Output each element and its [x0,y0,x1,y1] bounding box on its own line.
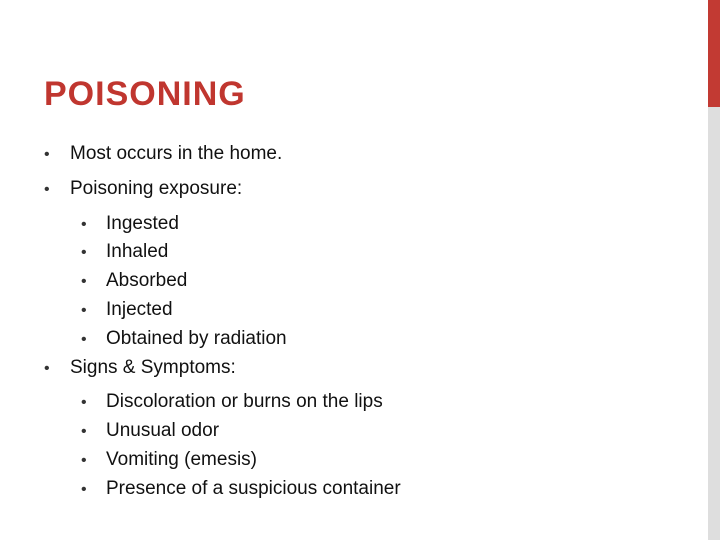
bullet-item [44,178,242,200]
bullet-icon: • [81,423,87,440]
sub-bullet-item [81,270,187,292]
sub-bullet-item [81,299,173,321]
bullet-icon: • [81,331,87,348]
sub-bullet-item [81,328,287,350]
bullet-icon: • [81,244,87,261]
bullet-item [44,143,282,165]
bullet-icon: • [81,216,87,233]
bullet-text: Signs & Symptoms: [70,357,236,378]
sub-bullet-text: Unusual odor [106,420,220,441]
bullet-icon: • [44,360,50,377]
bullet-item [44,357,236,379]
bullet-icon: • [81,481,87,498]
sub-bullet-item [81,420,219,442]
sub-bullet-text: Vomiting (emesis) [106,449,257,470]
sub-bullet-text: Ingested [106,213,179,234]
sub-bullet-item [81,478,401,500]
sub-bullet-text: Absorbed [106,270,188,291]
bullet-icon: • [44,181,50,198]
sub-bullet-text: Obtained by radiation [106,328,287,349]
sub-bullet-text: Inhaled [106,241,169,262]
bullet-icon: • [81,452,87,469]
sub-bullet-item [81,391,383,413]
bullet-text: Most occurs in the home. [70,143,283,164]
sub-bullet-item [81,213,179,235]
side-accent-bar [708,0,720,107]
sub-bullet-text: Injected [106,299,173,320]
bullet-icon: • [81,273,87,290]
side-decoration-bar [708,0,720,540]
bullet-text: Poisoning exposure: [70,178,243,199]
sub-bullet-text: Discoloration or burns on the lips [106,391,383,412]
bullet-icon: • [81,394,87,411]
slide-title: POISONING [44,75,246,113]
sub-bullet-item [81,449,257,471]
bullet-icon: • [81,302,87,319]
bullet-icon: • [44,146,50,163]
sub-bullet-item [81,241,168,263]
sub-bullet-text: Presence of a suspicious container [106,478,401,499]
